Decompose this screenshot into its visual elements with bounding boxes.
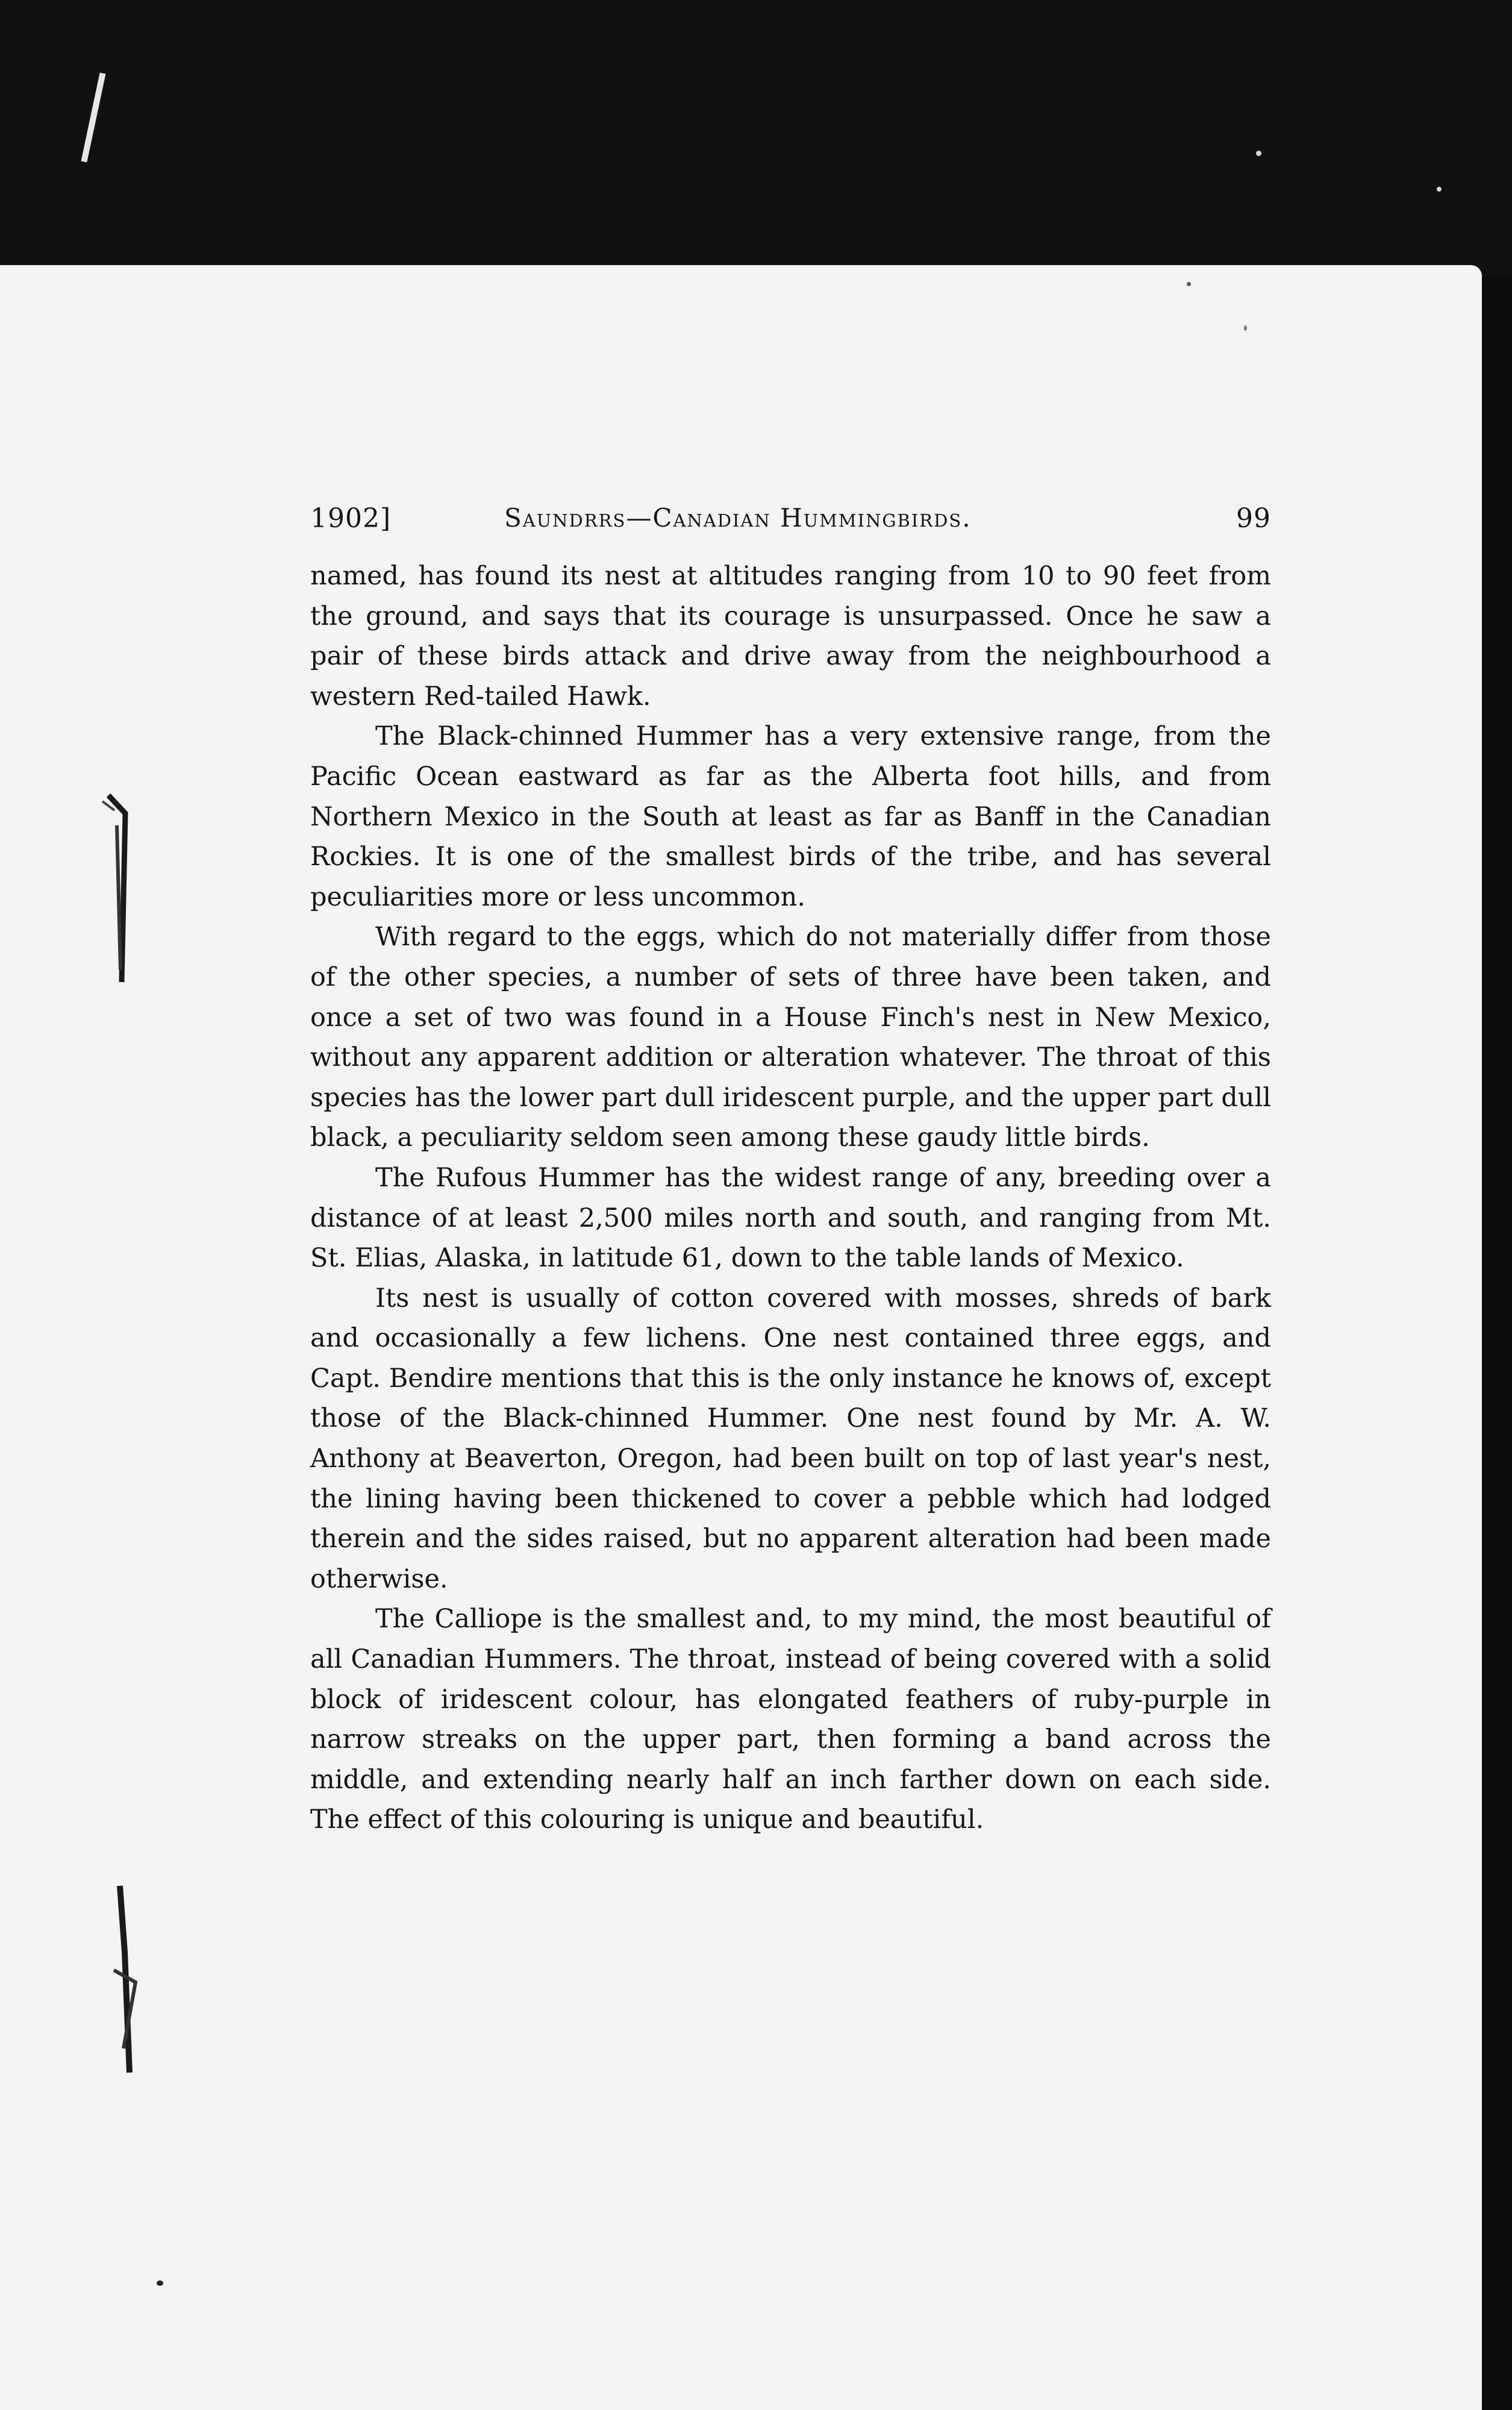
paragraph: The Rufous Hummer has the widest range of any, breeding over a distance of at least 2,500 miles north and south, and ranging from Mt. St. Elias, Alaska, in latitude 61, down to the table lands of Mexico. (310, 1162, 1271, 1274)
paragraph: The Calliope is the smallest and, to my mind, the most beautiful of all Canadian Hummers. The throat, instead of being covered with a solid block of iridescent colour, has elongated feathers of ruby-purple in narrow streaks on the upper part, then forming a band across the middle, and extending nearly half an inch farther down on each side. The effect of this colouring is unique and beautiful. (310, 1604, 1271, 1835)
scan-scratch-mark (81, 73, 106, 163)
page-speck (157, 2280, 163, 2286)
page-number: 99 (1236, 503, 1271, 534)
paragraph: Its nest is usually of cotton covered with mosses, shreds of bark and occasionally a few lichens. One nest contained three eggs, and Capt. Bendire mentions that this is the only instance he knows of, except those of the Black-chinned Hummer. One nest found by Mr. A. W. Anthony at Beaverton, Oregon, had been built on top of last year's nest, the lining having been thickened to cover a pebble which had lodged therein and the sides raised, but no apparent alteration had been made otherwise. (310, 1283, 1271, 1594)
running-head-year: 1902] (310, 503, 392, 534)
page-speck (1244, 325, 1247, 331)
paragraph: The Black-chinned Hummer has a very extensive range, from the Pacific Ocean eastward as far as the Alberta foot hills, and from Northern Mexico in the South at least as far as Banff in the Canadian Rockies. It is one of the smallest birds of the tribe, and has several peculiarities more or less uncommon. (310, 721, 1271, 912)
binding-stitch-lower (99, 1880, 148, 2079)
scan-speck (1437, 187, 1442, 192)
paragraph: With regard to the eggs, which do not materially differ from those of the other species, a number of sets of three have been taken, and once a set of two was found in a House Finch's nest in New Mexico, without any apparent addition or alteration whatever. The throat of this species has the lower part dull iridescent purple, and the upper part dull black, a peculiarity seldom seen among these gaudy little birds. (310, 922, 1271, 1153)
running-head (310, 503, 1271, 545)
page-speck (1187, 282, 1191, 286)
scan-speck (1256, 151, 1261, 156)
paragraph: named, has found its nest at altitudes ranging from 10 to 90 feet from the ground, and says that its courage is unsurpassed. Once he saw a pair of these birds attack and drive away from the neighbourhood a western Red-tailed Hawk. (310, 561, 1271, 712)
page-edge-shadow (1482, 277, 1512, 2410)
article-text (310, 503, 1271, 1840)
binding-stitch-upper (90, 789, 139, 988)
running-head-title: Saundrrs—Canadian Hummingbirds. (504, 503, 972, 533)
